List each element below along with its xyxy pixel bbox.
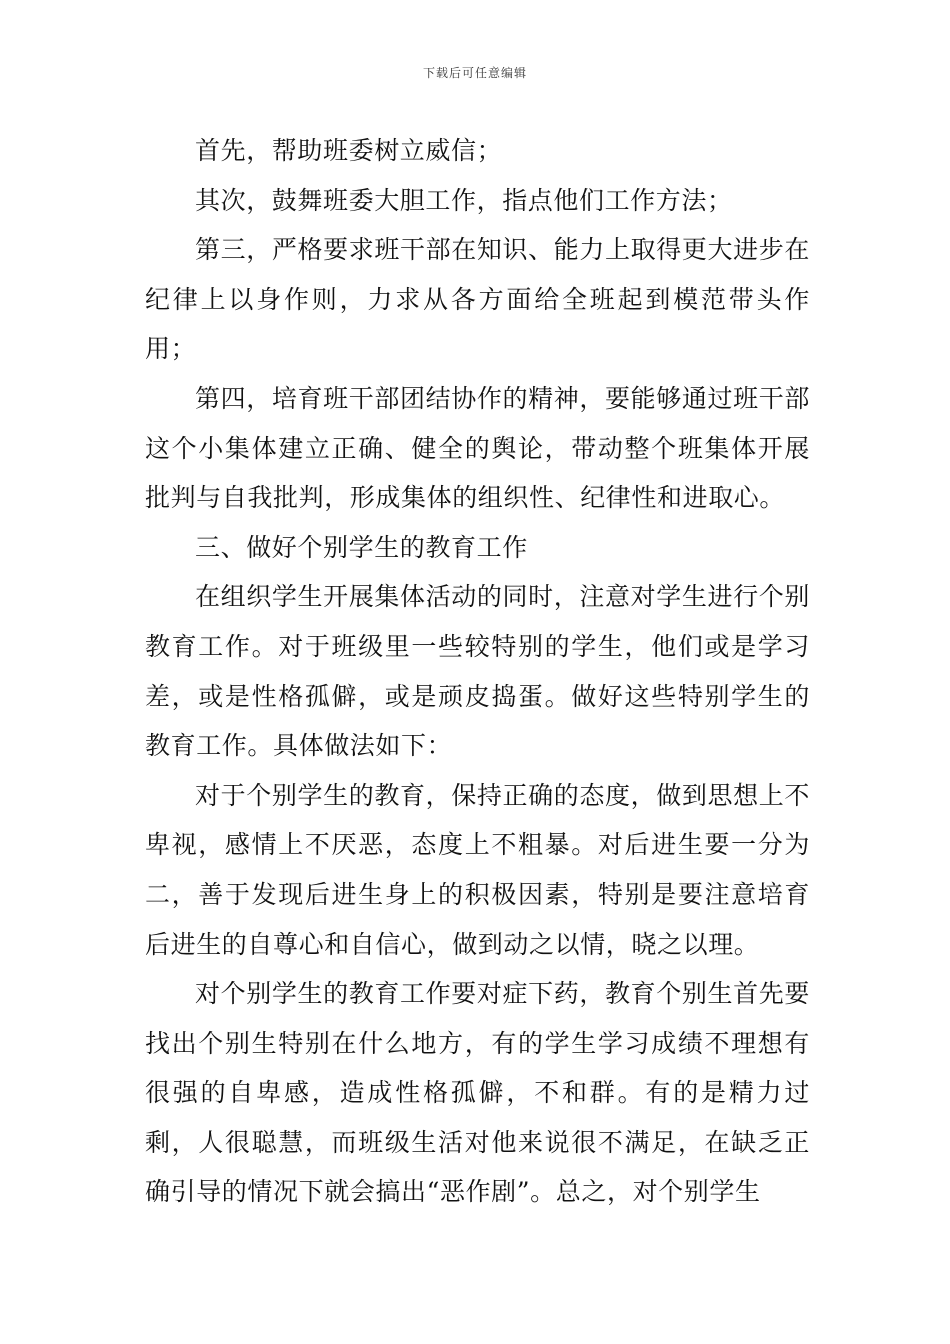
paragraph-6: 对于个别学生的教育，保持正确的态度，做到思想上不卑视，感情上不厌恶，态度上不粗暴。对后进生要一分为二，善于发现后进生身上的积极因素，特别是要注意培育后进生的自尊心和自信心，做到动之以情，晓之以理。	[145, 780, 810, 959]
paragraph-7: 对个别学生的教育工作要对症下药，教育个别生首先要找出个别生特别在什么地方，有的学生学习成绩不理想有很强的自卑感，造成性格孤僻，不和群。有的是精力过剩，人很聪慧，而班级生活对他来说很不满足，在缺乏正确引导的情况下就会搞出“恶作剧”。总之，对个别学生	[145, 979, 810, 1207]
paragraph-1: 首先，帮助班委树立威信；	[195, 136, 503, 165]
page-header-note: 下载后可任意编辑	[422, 66, 527, 80]
paragraph-2: 其次，鼓舞班委大胆工作，指点他们工作方法；	[195, 185, 733, 215]
paragraph-3: 第三，严格要求班干部在知识、能力上取得更大进步在纪律上以身作则，力求从各方面给全班起到模范带头作用；	[145, 235, 810, 364]
paragraph-5: 在组织学生开展集体活动的同时，注意对学生进行个别教育工作。对于班级里一些较特别的学生，他们或是学习差，或是性格孤僻，或是顽皮捣蛋。做好这些特别学生的教育工作。具体做法如下：	[145, 582, 810, 761]
document-body	[145, 126, 810, 1217]
section-heading: 三、做好个别学生的教育工作	[195, 532, 528, 562]
paragraph-4: 第四，培育班干部团结协作的精神，要能够通过班干部这个小集体建立正确、健全的舆论，带动整个班集体开展批判与自我批判，形成集体的组织性、纪律性和进取心。	[145, 383, 810, 513]
